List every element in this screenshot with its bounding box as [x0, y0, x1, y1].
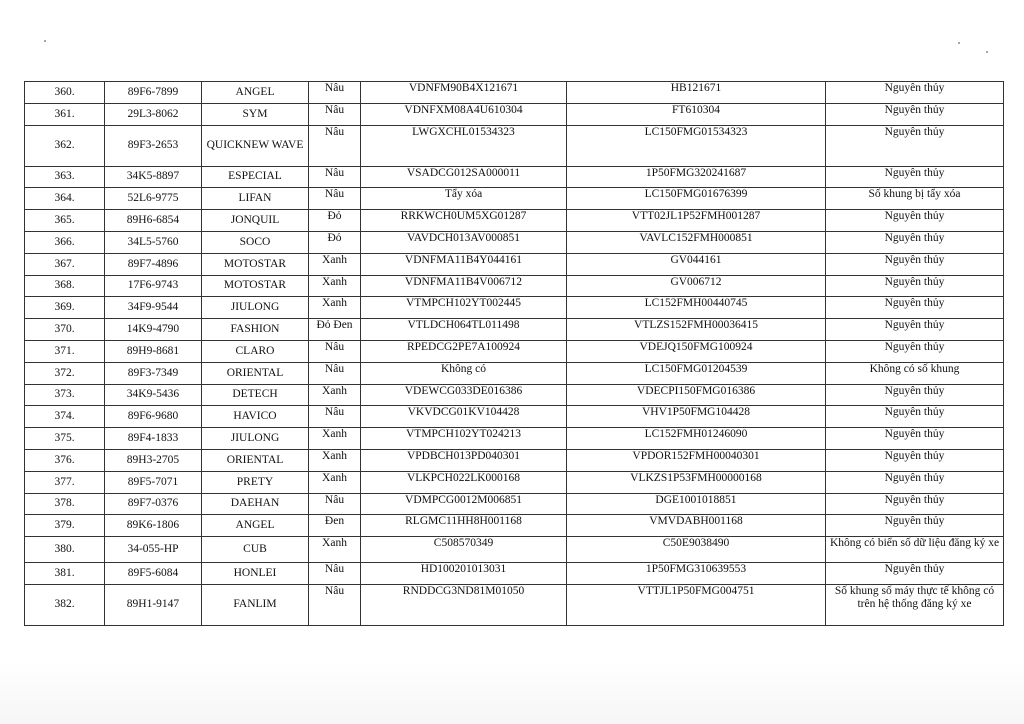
color-cell: Nâu — [309, 188, 361, 210]
row-number-cell: 381. — [25, 563, 105, 585]
engine-number-cell: GV044161 — [567, 253, 826, 275]
frame-number-cell: VDEWCG033DE016386 — [361, 384, 567, 406]
plate-number-cell: 89H9-8681 — [105, 340, 202, 362]
color-cell: Xanh — [309, 384, 361, 406]
plate-number-cell: 89H3-2705 — [105, 449, 202, 471]
engine-number-cell: VTLZS152FMH00036415 — [567, 319, 826, 341]
table-row — [25, 166, 1004, 188]
brand-cell: DETECH — [202, 384, 309, 406]
brand-cell: FASHION — [202, 319, 309, 341]
brand-cell: MOTOSTAR — [202, 253, 309, 275]
row-number-cell: 377. — [25, 471, 105, 493]
color-cell: Xanh — [309, 297, 361, 319]
row-number-cell: 360. — [25, 82, 105, 104]
plate-number-cell: 89H6-6854 — [105, 210, 202, 232]
brand-cell: SOCO — [202, 231, 309, 253]
row-number-cell: 379. — [25, 515, 105, 537]
table-row — [25, 253, 1004, 275]
row-number-cell: 375. — [25, 428, 105, 450]
table-row — [25, 471, 1004, 493]
scan-shadow — [0, 660, 1024, 724]
table-row — [25, 210, 1004, 232]
table-row — [25, 103, 1004, 125]
table-row — [25, 584, 1004, 625]
frame-number-cell: VTMPCH102YT024213 — [361, 428, 567, 450]
note-cell: Không có số khung — [826, 362, 1004, 384]
engine-number-cell: LC150FMG01534323 — [567, 125, 826, 166]
brand-cell: ANGEL — [202, 515, 309, 537]
vehicle-table-body — [25, 82, 1004, 626]
row-number-cell: 366. — [25, 231, 105, 253]
table-row — [25, 362, 1004, 384]
row-number-cell: 370. — [25, 319, 105, 341]
engine-number-cell: VTTJL1P50FMG004751 — [567, 584, 826, 625]
table-row — [25, 231, 1004, 253]
note-cell: Nguyên thủy — [826, 210, 1004, 232]
brand-cell: JIULONG — [202, 428, 309, 450]
scan-speck — [44, 40, 46, 42]
table-row — [25, 384, 1004, 406]
note-cell: Không có biển số dữ liệu đăng ký xe — [826, 537, 1004, 563]
row-number-cell: 380. — [25, 537, 105, 563]
engine-number-cell: VTT02JL1P52FMH001287 — [567, 210, 826, 232]
color-cell: Đen — [309, 515, 361, 537]
table-row — [25, 319, 1004, 341]
frame-number-cell: VDNFM90B4X121671 — [361, 82, 567, 104]
engine-number-cell: LC150FMG01676399 — [567, 188, 826, 210]
plate-number-cell: 52L6-9775 — [105, 188, 202, 210]
table-row — [25, 537, 1004, 563]
table-row — [25, 406, 1004, 428]
engine-number-cell: LC152FMH00440745 — [567, 297, 826, 319]
note-cell: Nguyên thủy — [826, 253, 1004, 275]
engine-number-cell: VLKZS1P53FMH00000168 — [567, 471, 826, 493]
brand-cell: MOTOSTAR — [202, 275, 309, 297]
note-cell: Nguyên thủy — [826, 166, 1004, 188]
brand-cell: SYM — [202, 103, 309, 125]
note-cell: Nguyên thủy — [826, 515, 1004, 537]
frame-number-cell: VDNFMA11B4Y044161 — [361, 253, 567, 275]
brand-cell: HAVICO — [202, 406, 309, 428]
engine-number-cell: VPDOR152FMH00040301 — [567, 449, 826, 471]
plate-number-cell: 89K6-1806 — [105, 515, 202, 537]
engine-number-cell: VHV1P50FMG104428 — [567, 406, 826, 428]
frame-number-cell: VAVDCH013AV000851 — [361, 231, 567, 253]
color-cell: Nâu — [309, 125, 361, 166]
scan-speck — [986, 51, 988, 53]
frame-number-cell: VDNFXM08A4U610304 — [361, 103, 567, 125]
brand-cell: PRETY — [202, 471, 309, 493]
color-cell: Xanh — [309, 428, 361, 450]
frame-number-cell: RNDDCG3ND81M01050 — [361, 584, 567, 625]
note-cell: Số khung số máy thực tế không có trên hệ thống đăng ký xe — [826, 584, 1004, 625]
table-row — [25, 125, 1004, 166]
color-cell: Xanh — [309, 537, 361, 563]
table-row — [25, 515, 1004, 537]
engine-number-cell: C50E9038490 — [567, 537, 826, 563]
color-cell: Nâu — [309, 584, 361, 625]
row-number-cell: 369. — [25, 297, 105, 319]
engine-number-cell: FT610304 — [567, 103, 826, 125]
row-number-cell: 378. — [25, 493, 105, 515]
note-cell: Nguyên thủy — [826, 319, 1004, 341]
plate-number-cell: 89F5-7071 — [105, 471, 202, 493]
table-row — [25, 82, 1004, 104]
engine-number-cell: LC152FMH01246090 — [567, 428, 826, 450]
frame-number-cell: VSADCG012SA000011 — [361, 166, 567, 188]
row-number-cell: 371. — [25, 340, 105, 362]
plate-number-cell: 89F4-1833 — [105, 428, 202, 450]
engine-number-cell: VAVLC152FMH000851 — [567, 231, 826, 253]
row-number-cell: 368. — [25, 275, 105, 297]
note-cell: Nguyên thủy — [826, 493, 1004, 515]
color-cell: Nâu — [309, 340, 361, 362]
table-row — [25, 428, 1004, 450]
row-number-cell: 372. — [25, 362, 105, 384]
note-cell: Nguyên thủy — [826, 82, 1004, 104]
note-cell: Nguyên thủy — [826, 471, 1004, 493]
frame-number-cell: VDNFMA11B4V006712 — [361, 275, 567, 297]
engine-number-cell: VDECPI150FMG016386 — [567, 384, 826, 406]
note-cell: Nguyên thủy — [826, 297, 1004, 319]
note-cell: Nguyên thủy — [826, 406, 1004, 428]
color-cell: Xanh — [309, 275, 361, 297]
brand-cell: ESPECIAL — [202, 166, 309, 188]
color-cell: Xanh — [309, 471, 361, 493]
note-cell: Nguyên thủy — [826, 103, 1004, 125]
note-cell: Nguyên thủy — [826, 449, 1004, 471]
frame-number-cell: HD100201013031 — [361, 563, 567, 585]
color-cell: Nâu — [309, 166, 361, 188]
plate-number-cell: 89F3-2653 — [105, 125, 202, 166]
color-cell: Xanh — [309, 449, 361, 471]
frame-number-cell: VDMPCG0012M006851 — [361, 493, 567, 515]
color-cell: Đỏ Đen — [309, 319, 361, 341]
table-row — [25, 340, 1004, 362]
frame-number-cell: VPDBCH013PD040301 — [361, 449, 567, 471]
color-cell: Nâu — [309, 362, 361, 384]
brand-cell: LIFAN — [202, 188, 309, 210]
note-cell: Số khung bị tẩy xóa — [826, 188, 1004, 210]
frame-number-cell: VLKPCH022LK000168 — [361, 471, 567, 493]
note-cell: Nguyên thủy — [826, 125, 1004, 166]
plate-number-cell: 89F7-0376 — [105, 493, 202, 515]
frame-number-cell: Không có — [361, 362, 567, 384]
color-cell: Đỏ — [309, 231, 361, 253]
brand-cell: JONQUIL — [202, 210, 309, 232]
color-cell: Nâu — [309, 406, 361, 428]
brand-cell: QUICKNEW WAVE — [202, 125, 309, 166]
color-cell: Nâu — [309, 103, 361, 125]
plate-number-cell: 34-055-HP — [105, 537, 202, 563]
plate-number-cell: 34K9-5436 — [105, 384, 202, 406]
plate-number-cell: 29L3-8062 — [105, 103, 202, 125]
note-cell: Nguyên thủy — [826, 563, 1004, 585]
plate-number-cell: 34L5-5760 — [105, 231, 202, 253]
engine-number-cell: 1P50FMG310639553 — [567, 563, 826, 585]
plate-number-cell: 89F6-7899 — [105, 82, 202, 104]
color-cell: Đỏ — [309, 210, 361, 232]
row-number-cell: 373. — [25, 384, 105, 406]
plate-number-cell: 89F7-4896 — [105, 253, 202, 275]
brand-cell: CUB — [202, 537, 309, 563]
brand-cell: DAEHAN — [202, 493, 309, 515]
brand-cell: ORIENTAL — [202, 362, 309, 384]
vehicle-table — [24, 81, 1004, 626]
brand-cell: JIULONG — [202, 297, 309, 319]
plate-number-cell: 34K5-8897 — [105, 166, 202, 188]
table-row — [25, 275, 1004, 297]
frame-number-cell: VKVDCG01KV104428 — [361, 406, 567, 428]
plate-number-cell: 89F3-7349 — [105, 362, 202, 384]
row-number-cell: 361. — [25, 103, 105, 125]
note-cell: Nguyên thủy — [826, 384, 1004, 406]
plate-number-cell: 89F5-6084 — [105, 563, 202, 585]
plate-number-cell: 34F9-9544 — [105, 297, 202, 319]
frame-number-cell: C508570349 — [361, 537, 567, 563]
frame-number-cell: VTLDCH064TL011498 — [361, 319, 567, 341]
scan-speck — [958, 42, 960, 44]
note-cell: Nguyên thủy — [826, 275, 1004, 297]
color-cell: Xanh — [309, 253, 361, 275]
note-cell: Nguyên thủy — [826, 340, 1004, 362]
frame-number-cell: VTMPCH102YT002445 — [361, 297, 567, 319]
plate-number-cell: 89F6-9680 — [105, 406, 202, 428]
engine-number-cell: LC150FMG01204539 — [567, 362, 826, 384]
frame-number-cell: RLGMC11HH8H001168 — [361, 515, 567, 537]
engine-number-cell: 1P50FMG320241687 — [567, 166, 826, 188]
table-row — [25, 449, 1004, 471]
frame-number-cell: RRKWCH0UM5XG01287 — [361, 210, 567, 232]
color-cell: Nâu — [309, 563, 361, 585]
table-row — [25, 493, 1004, 515]
color-cell: Nâu — [309, 82, 361, 104]
brand-cell: ANGEL — [202, 82, 309, 104]
plate-number-cell: 14K9-4790 — [105, 319, 202, 341]
row-number-cell: 363. — [25, 166, 105, 188]
row-number-cell: 365. — [25, 210, 105, 232]
table-row — [25, 188, 1004, 210]
row-number-cell: 376. — [25, 449, 105, 471]
plate-number-cell: 89H1-9147 — [105, 584, 202, 625]
engine-number-cell: GV006712 — [567, 275, 826, 297]
frame-number-cell: LWGXCHL01534323 — [361, 125, 567, 166]
engine-number-cell: HB121671 — [567, 82, 826, 104]
row-number-cell: 374. — [25, 406, 105, 428]
note-cell: Nguyên thủy — [826, 231, 1004, 253]
plate-number-cell: 17F6-9743 — [105, 275, 202, 297]
brand-cell: FANLIM — [202, 584, 309, 625]
row-number-cell: 364. — [25, 188, 105, 210]
brand-cell: HONLEI — [202, 563, 309, 585]
brand-cell: ORIENTAL — [202, 449, 309, 471]
frame-number-cell: RPEDCG2PE7A100924 — [361, 340, 567, 362]
engine-number-cell: DGE1001018851 — [567, 493, 826, 515]
note-cell: Nguyên thủy — [826, 428, 1004, 450]
row-number-cell: 362. — [25, 125, 105, 166]
color-cell: Nâu — [309, 493, 361, 515]
brand-cell: CLARO — [202, 340, 309, 362]
engine-number-cell: VDEJQ150FMG100924 — [567, 340, 826, 362]
engine-number-cell: VMVDABH001168 — [567, 515, 826, 537]
table-row — [25, 563, 1004, 585]
frame-number-cell: Tẩy xóa — [361, 188, 567, 210]
table-row — [25, 297, 1004, 319]
row-number-cell: 367. — [25, 253, 105, 275]
row-number-cell: 382. — [25, 584, 105, 625]
